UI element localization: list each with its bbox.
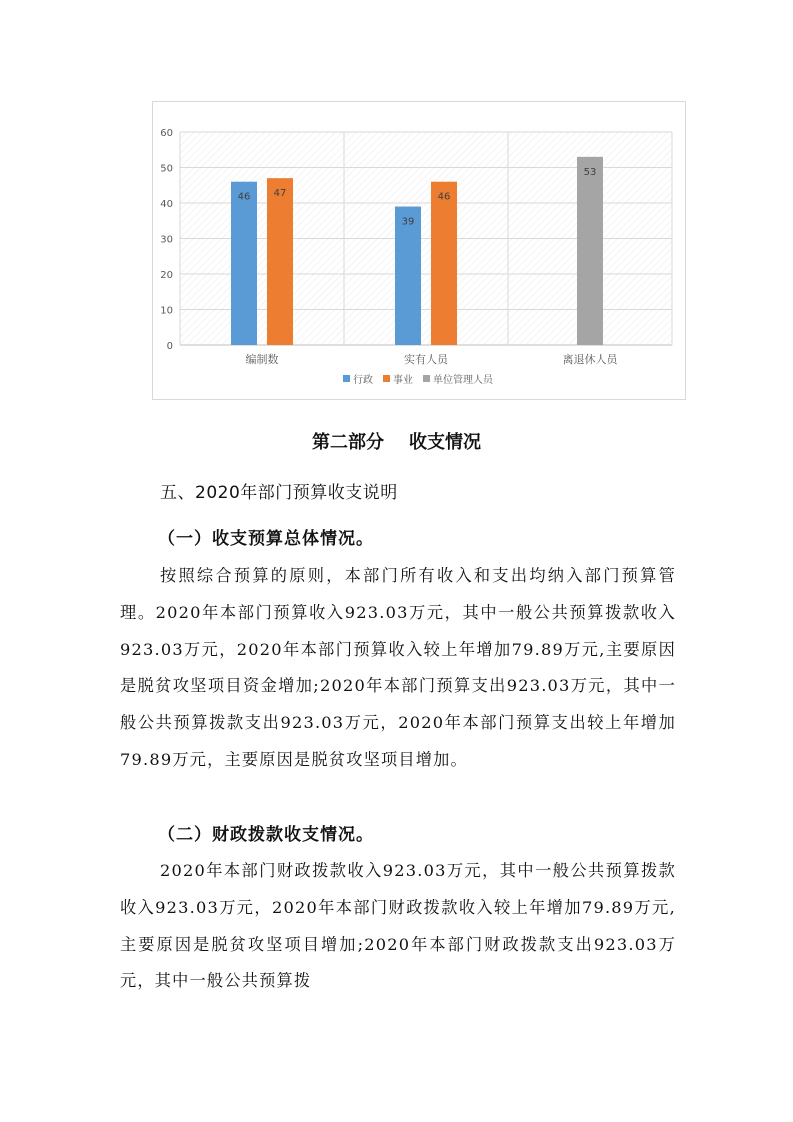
x-category-label: 编制数 — [245, 353, 279, 366]
section-title: 第二部分 收支情况 — [311, 432, 482, 453]
bar-data-label: 53 — [583, 166, 597, 178]
bar-data-label: 46 — [437, 191, 451, 203]
y-tick-label: 20 — [160, 270, 173, 281]
legend-swatch — [423, 375, 430, 382]
y-tick-label: 30 — [160, 234, 173, 246]
bar-data-label: 46 — [237, 191, 251, 203]
bar — [577, 157, 603, 345]
bar — [267, 178, 293, 345]
bar — [431, 182, 457, 345]
y-tick-label: 40 — [160, 199, 173, 210]
heading-fiscal-appropriation: （二）财政拨款收支情况。 — [158, 825, 374, 845]
legend-swatch — [343, 375, 350, 382]
y-tick-label: 60 — [160, 128, 173, 139]
heading-budget-explanation: 五、2020年部门预算收支说明 — [160, 483, 398, 503]
legend-label: 单位管理人员 — [433, 375, 493, 386]
bar — [231, 182, 257, 345]
paragraph-overall-budget: 按照综合预算的原则，本部门所有收入和支出均纳入部门预算管理。2020年本部门预算收入923.03万元，其中一般公共预算拨款收入923.03万元，2020年本部门预算收入较上年增加79.89万元,主要原因是脱贫攻坚项目资金增加;2020年本部门预算支出923.03万元，其中一般公共预算拨款支出923.03万元，2020年本部门预算支出较上年增加79.89万元，主要原因是脱贫攻坚项目增加。 — [120, 566, 676, 769]
chart-svg — [153, 102, 687, 401]
paragraph-fiscal-appropriation: 2020年本部门财政拨款收入923.03万元，其中一般公共预算拨款收入923.03万元，2020年本部门财政拨款收入较上年增加79.89万元,主要原因是脱贫攻坚项目增加;2020年本部门财政拨款支出923.03万元，其中一般公共预算拨 — [120, 861, 676, 991]
bar-data-label: 39 — [401, 216, 415, 228]
bar-data-label: 47 — [273, 188, 287, 200]
staff-chart — [152, 101, 686, 400]
y-tick-label: 50 — [160, 163, 173, 175]
y-tick-label: 0 — [166, 341, 173, 352]
heading-overall-budget: （一）收支预算总体情况。 — [158, 529, 374, 549]
x-category-label: 离退休人员 — [562, 353, 618, 366]
legend-label: 事业 — [393, 375, 413, 386]
legend-label: 行政 — [353, 375, 373, 386]
y-tick-label: 10 — [160, 305, 173, 317]
legend-swatch — [383, 375, 390, 382]
x-category-label: 实有人员 — [404, 353, 448, 366]
